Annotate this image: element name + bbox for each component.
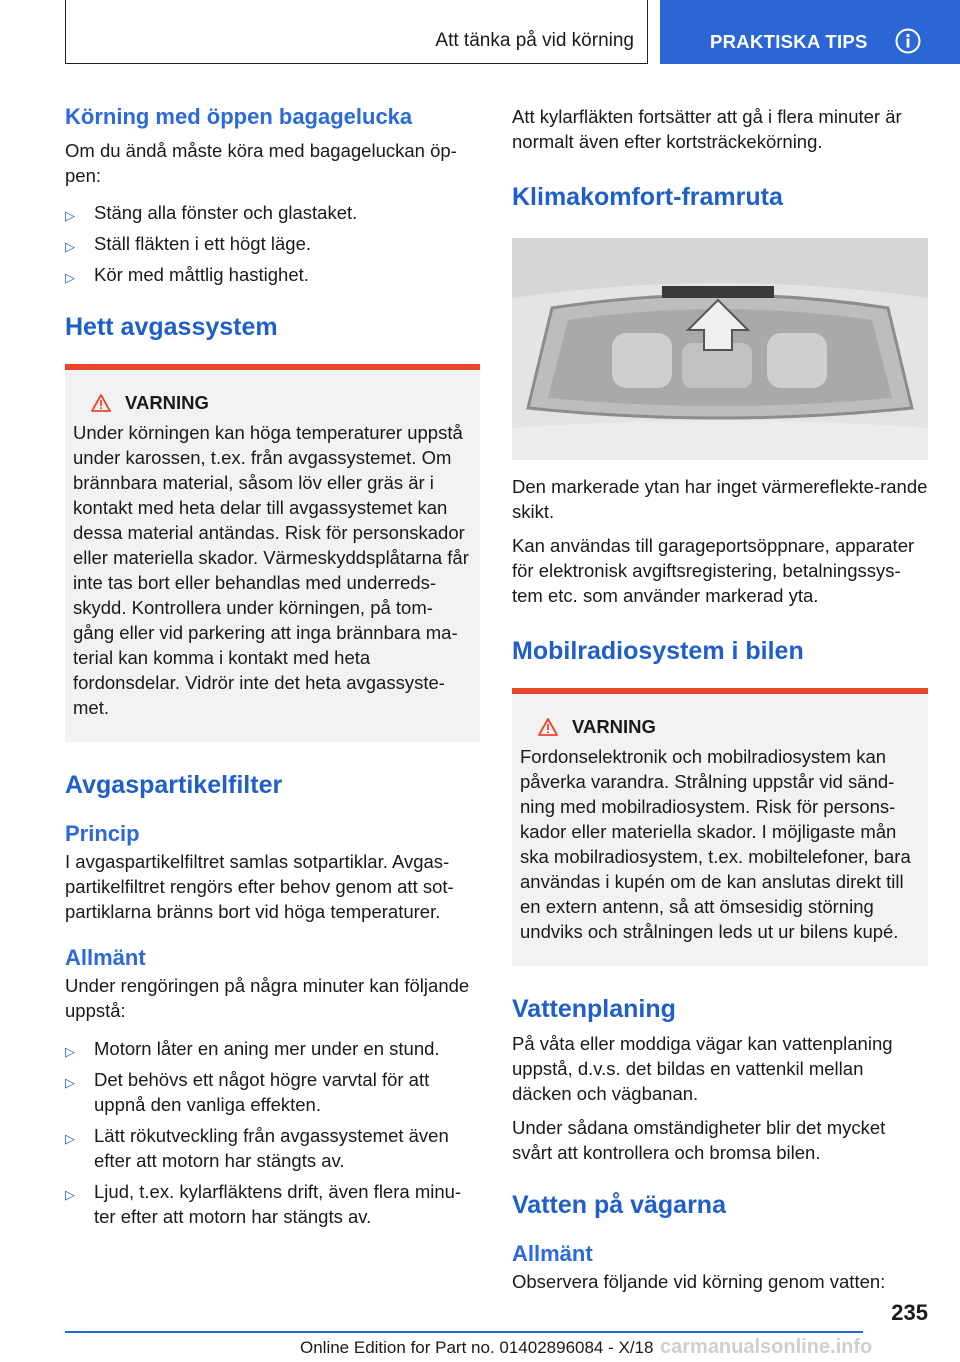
bullet-triangle-icon: ▷ <box>65 270 75 285</box>
windscreen-text-1: Den markerade ytan har inget värmereflekte-rande skikt. <box>512 476 928 522</box>
aquaplaning-text-2: Under sådana omständigheter blir det mycket svårt att kontrollera och bromsa bilen. <box>512 1117 886 1163</box>
car-rear-window-image <box>512 238 928 460</box>
heading-principle: Princip <box>65 821 140 846</box>
warning-triangle-icon <box>91 394 111 412</box>
aquaplaning-text-1: På våta eller moddiga vägar kan vattenplaning uppstå, d.v.s. det bildas en vattenkil mellan däcken och vägbanan. <box>512 1033 893 1104</box>
heading-water-on-road: Vatten på vägarna <box>512 1191 726 1219</box>
open-trunk-intro: Om du ändå måste köra med bagageluckan öp-pen: <box>65 140 457 186</box>
warning-triangle-icon <box>538 718 558 736</box>
continued-text: Att kylarfläkten fortsätter att gå i flera minuter är normalt även efter kortsträckekörning. <box>512 106 902 152</box>
warning-label: VARNING <box>125 392 209 413</box>
info-icon <box>895 28 921 54</box>
list-item: ▷ Det behövs ett något högre varvtal för att uppnå den vanliga effekten. <box>65 1069 430 1115</box>
regeneration-list <box>65 1036 480 1229</box>
windscreen-text-2: Kan användas till garageportsöppnare, apparater för elektronisk avgiftsregistering, betalningssys-tem etc. som använder markerad yta. <box>512 535 915 606</box>
heading-mobile-radio: Mobilradiosystem i bilen <box>512 637 804 665</box>
list-item: ▷ Stäng alla fönster och glastaket. <box>65 200 480 225</box>
list-item: ▷ Ställ fläkten i ett högt läge. <box>65 231 480 256</box>
bullet-triangle-icon: ▷ <box>65 1044 75 1059</box>
page-number: 235 <box>891 1300 928 1325</box>
open-trunk-list <box>65 200 480 287</box>
water-general-text: Observera följande vid körning genom vatten: <box>512 1271 886 1292</box>
warning-text: Under körningen kan höga temperaturer uppstå under karossen, t.ex. från avgassystemet. Om brännbara material, såsom löv eller gräs är i kontakt med heta delar till avgassystemet kan dessa material antändas. Risk för personskador eller materiella skador. Värmeskyddsplåtarna får inte tas bort eller behandlas med underreds-skydd. Kontrollera under körningen, på tom-gång eller vid parkering att inga brännbara ma-terial kan komma i kontakt med heta fordonsdelar. Vidrör inte det heta avgassyste-met. <box>73 422 469 718</box>
warning-header <box>538 716 920 738</box>
chapter-tab-label: PRAKTISKA TIPS <box>710 31 868 52</box>
general-text: Under rengöringen på några minuter kan följande uppstå: <box>65 975 470 1021</box>
list-item: ▷ Kör med måttlig hastighet. <box>65 262 480 287</box>
heading-particle-filter: Avgaspartikelfilter <box>65 771 283 799</box>
warning-text: Fordonselektronik och mobilradiosystem kan påverka varandra. Strålning uppstår vid sänd-ning med mobilradiosystem. Risk för persons-kador eller materiella skador. I möjligaste mån ska mobilradiosystem, t.ex. mobiltelefoner, bara användas i kupén om de kan anslutas direkt till en extern antenn, så att ömsesidig störning undviks och strålningen leds ut ur bilens kupé. <box>520 746 911 942</box>
left-column <box>65 100 480 1229</box>
heading-aquaplaning: Vattenplaning <box>512 995 676 1023</box>
list-item: ▷ Motorn låter en aning mer under en stund. <box>65 1036 480 1061</box>
warning-box-exhaust <box>65 364 480 742</box>
footer-edition: Online Edition for Part no. 01402896084 - X/18 <box>300 1338 654 1357</box>
footer-rule <box>65 1331 863 1333</box>
list-item: ▷ Lätt rökutveckling från avgassystemet även efter att motorn har stängts av. <box>65 1125 449 1171</box>
heading-open-trunk: Körning med öppen bagagelucka <box>65 104 413 129</box>
list-item: ▷ Ljud, t.ex. kylarfläktens drift, även flera minu-ter efter att motorn har stängts av. <box>65 1181 462 1227</box>
bullet-triangle-icon: ▷ <box>65 1187 75 1202</box>
chapter-tab[interactable] <box>660 0 960 64</box>
warning-header <box>91 392 472 414</box>
heading-general: Allmänt <box>65 945 146 970</box>
watermark: carmanualsonline.info <box>660 1336 873 1358</box>
heading-climate-windscreen: Klimakomfort-framruta <box>512 183 783 211</box>
heading-general-water: Allmänt <box>512 1241 593 1266</box>
section-title: Att tänka på vid körning <box>435 30 634 51</box>
bullet-triangle-icon: ▷ <box>65 1075 75 1090</box>
right-column <box>512 100 928 1294</box>
principle-text: I avgaspartikelfiltret samlas sotpartiklar. Avgas-partikelfiltret rengörs efter behov genom att sot-partiklarna bränns bort vid höga temperaturer. <box>65 851 454 922</box>
bullet-triangle-icon: ▷ <box>65 208 75 223</box>
heading-hot-exhaust: Hett avgassystem <box>65 313 278 341</box>
bullet-triangle-icon: ▷ <box>65 1131 75 1146</box>
warning-label: VARNING <box>572 716 656 737</box>
windscreen-illustration <box>512 238 928 460</box>
bullet-triangle-icon: ▷ <box>65 239 75 254</box>
warning-box-radio <box>512 688 928 966</box>
